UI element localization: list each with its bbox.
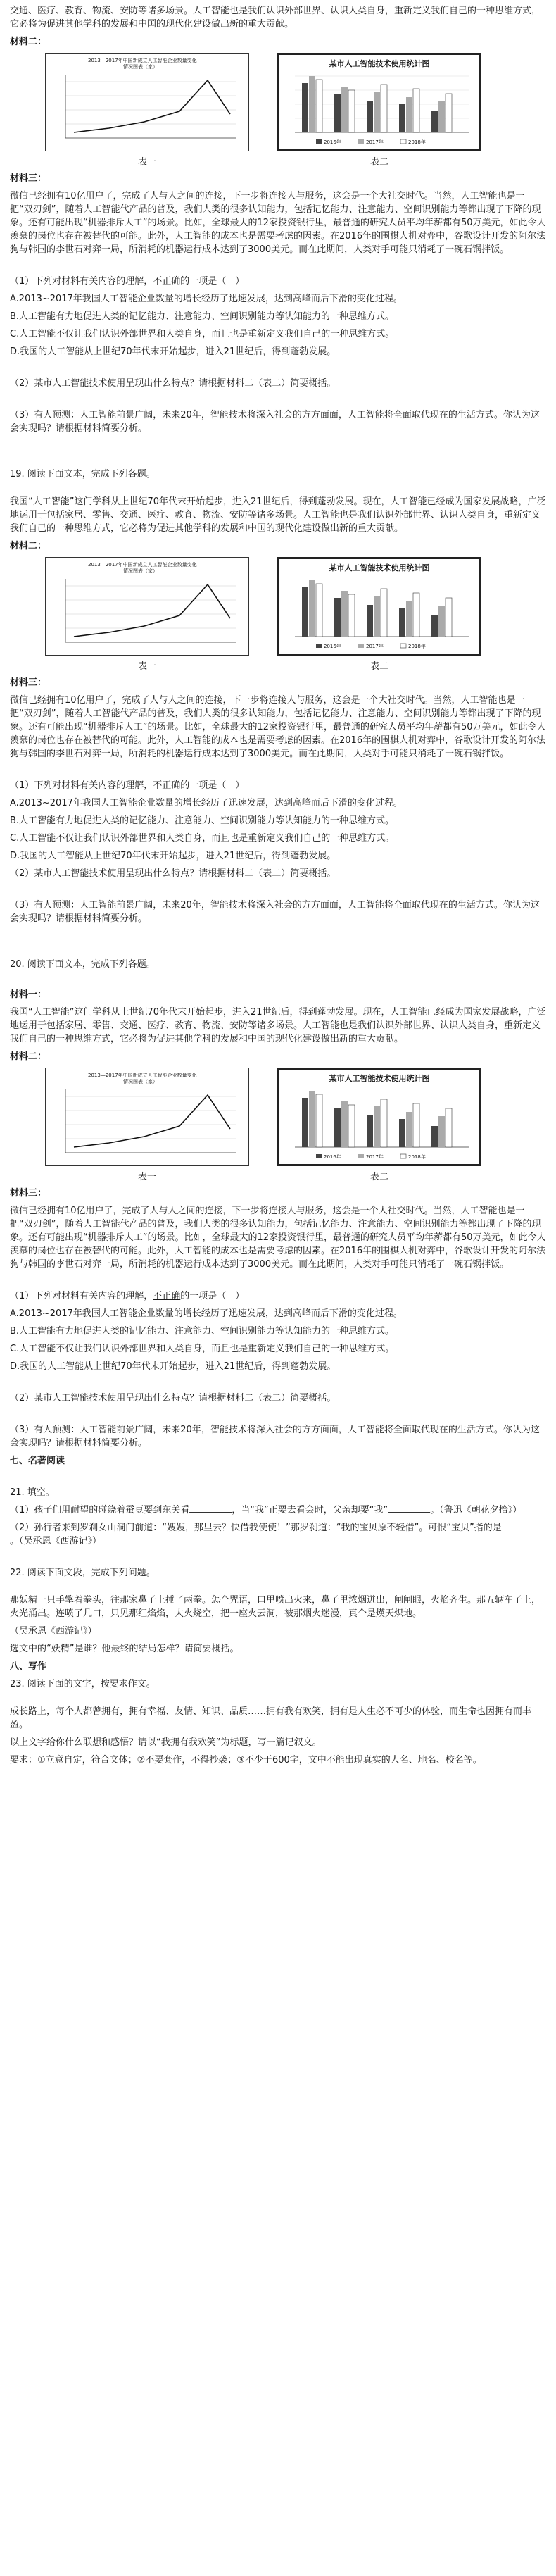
q20-fig1-caption: 表一 — [137, 1172, 156, 1182]
q20-opt-c: C.人工智能不仅让我们认识外部世界和人类自身，而且也是重新定义我们自己的一种思维方式。 — [10, 1344, 395, 1354]
q21-heading: 21. 填空。 — [10, 1487, 55, 1498]
q-top-3: （3）有人预测：人工智能前景广阔，未来20年，智能技术将深入社会的方方面面，人工智能将全面取代现在的生活方式。你认为这会实现吗？请根据材料简要分析。 — [10, 410, 540, 434]
q20-material2-label: 材料二： — [10, 1051, 47, 1062]
opt-b-top: B.人工智能有力地促进人类的记忆能力、注意能力、空间识别能力等认知能力的一种思维方式。 — [10, 311, 395, 322]
q20-sub3: （3）有人预测：人工智能前景广阔，未来20年，智能技术将深入社会的方方面面，人工智能将全面取代现在的生活方式。你认为这会实现吗？请根据材料简要分析。 — [10, 1425, 540, 1449]
q19-bar-chart — [279, 559, 479, 654]
q19-legend-2016: 2016年 — [324, 644, 341, 649]
bar-chart — [279, 55, 479, 149]
q23-heading: 23. 阅读下面的文字，按要求作文。 — [10, 1679, 156, 1689]
q20-legend-2018: 2018年 — [408, 1154, 426, 1160]
intro-tail: 交通、医疗、教育、物流、安防等诸多场景。人工智能也是我们认识外部世界、认识人类自身，重新定义我们自己的一种思维方式，它必将为促进其他学科的发展和中国的现代化建设做出新的重大贡献。 — [10, 6, 541, 30]
line-chart-frame — [45, 53, 249, 151]
trend-line — [74, 80, 230, 132]
q20-material3-label: 材料三： — [10, 1188, 47, 1199]
opt-c-top: C.人工智能不仅让我们认识外部世界和人类自身，而且也是重新定义我们自己的一种思维方式。 — [10, 329, 395, 339]
q-top-1: （1）下列对材料有关内容的理解，不正确的一项是（ ） — [10, 276, 245, 287]
q19-material3-label: 材料三： — [10, 677, 47, 688]
fig1-caption: 表一 — [137, 157, 156, 168]
q20-bar-chart-frame — [277, 1068, 481, 1166]
q20-fig2-title: 某市人工智能技术使用统计图 — [329, 1074, 430, 1083]
section8-heading: 八、写作 — [10, 1661, 47, 1672]
answer-blank[interactable] — [388, 1503, 430, 1513]
fig1-title-2: 情况图表（家） — [123, 64, 158, 70]
figure-row-top — [10, 53, 546, 169]
q20-fig2-caption: 表二 — [369, 1172, 388, 1182]
line-chart — [46, 54, 250, 152]
answer-blank[interactable] — [189, 1503, 232, 1513]
figure-table1 — [45, 53, 249, 169]
q19-line-chart-frame — [45, 557, 249, 656]
q19-trend-line — [74, 584, 230, 637]
q19-figure-table2 — [277, 557, 481, 673]
q20-line-chart — [46, 1068, 250, 1167]
q19-legend-2017: 2017年 — [366, 644, 384, 649]
q20-bar-chart — [279, 1070, 479, 1164]
q22-source: （吴承恩《西游记》） — [10, 1626, 97, 1637]
material3-label-top: 材料三： — [10, 173, 47, 184]
q20-sub1: （1）下列对材料有关内容的理解，不正确的一项是（ ） — [10, 1291, 245, 1301]
q22-ask: 选文中的“妖精”是谁？他最终的结局怎样？请简要概括。 — [10, 1644, 239, 1654]
q19-fig1-title-1: 2013—2017年中国新成立人工智能企业数量变化 — [88, 562, 197, 568]
fig2-caption: 表二 — [369, 157, 388, 168]
material2-label-top: 材料二： — [10, 37, 47, 47]
q19-fig2-title: 某市人工智能技术使用统计图 — [329, 563, 430, 573]
fig2-title: 某市人工智能技术使用统计图 — [329, 59, 430, 68]
q21-item1: （1）孩子们用耐望的碰绕着蚕豆要到东关看 ，当“我”正要去看会时，父亲却要“我” 。（鲁迅《朝花夕拾》） — [10, 1505, 522, 1515]
fig1-title-1: 2013—2017年中国新成立人工智能企业数量变化 — [88, 58, 197, 63]
figure-row-q20 — [10, 1068, 546, 1184]
q19-fig1-title-2: 情况图表（家） — [123, 568, 158, 574]
q20-line-chart-frame — [45, 1068, 249, 1166]
material3-text-top: 微信已经拥有10亿用户了，完成了人与人之间的连接，下一步将连接人与服务，这会是一个大社交时代。当然，人工智能也是一把“双刃剑”，随着人工智能代产品的普及，我们人类的很多认知能力，包括记忆能力、注意能力、空间识别能力等都出现了下降的现象。还有可能出现“机器排斥人工”的场景。比如，全球最大的12家投资银行里，最普通的研究人员平均年薪都有50万美元，如此令人羡慕的岗位也存在被替代的可能。此外，人工智能的成本也是需要考虑的因素。在2016年的围棋人机对弈中，谷歌设计开发的阿尔法狗与韩国的李世石对弈一局，所消耗的机器运行成本达到了3000美元。而在此期间，人类对手可能只消耗了一碗石锅拌饭。 — [10, 191, 546, 255]
q21-item2: （2）孙行者来到罗刹女山洞门前道：“嫂嫂，那里去？快借我使使！”那罗刹道：“我的宝贝原不轻借”。可恨“宝贝”指的是。（吴承恩《西游记》） — [10, 1521, 546, 1548]
q19-opt-c: C.人工智能不仅让我们认识外部世界和人类自身，而且也是重新定义我们自己的一种思维方式。 — [10, 833, 395, 844]
q20-legend-2017: 2017年 — [366, 1154, 384, 1160]
q19-opt-a: A.2013~2017年我国人工智能企业数量的增长经历了迅速发展，达到高峰而后下滑的变化过程。 — [10, 798, 403, 808]
q20-legend-2016: 2016年 — [324, 1154, 341, 1160]
q20-figure-table2 — [277, 1068, 481, 1184]
q22-text: 那妖精一只手擎着拳头，往那家鼻子上捶了两拳。怎个咒语，口里喷出火来，鼻子里浓烟迸出，闸闸眼，火焰齐生。那五辆车子上，火光涌出。连喷了几口，只见那红焰焰，大火烧空，把一座火云洞，被那烟火迷漫，真个是熯天炽地。 — [10, 1595, 541, 1619]
q19-material3-text: 微信已经拥有10亿用户了，完成了人与人之间的连接，下一步将连接人与服务，这会是一个大社交时代。当然，人工智能也是一把“双刃剑”，随着人工智能代产品的普及，我们人类的很多认知能力，包括记忆能力、注意能力、空间识别能力等都出现了下降的现象。还有可能出现“机器排斥人工”的场景。比如，全球最大的12家投资银行里，最普通的研究人员平均年薪都有50万美元，如此令人羡慕的岗位也存在被替代的可能。此外，人工智能的成本也是需要考虑的因素。在2016年的围棋人机对弈中，谷歌设计开发的阿尔法狗与韩国的李世石对弈一局，所消耗的机器运行成本达到了3000美元。而在此期间，人类对手可能只消耗了一碗石锅拌饭。 — [10, 695, 546, 759]
q22-heading: 22. 阅读下面文段，完成下列问题。 — [10, 1568, 156, 1578]
q-top-2: （2）某市人工智能技术使用呈现出什么特点？请根据材料二（表二）简要概括。 — [10, 378, 336, 389]
q20-opt-d: D.我国的人工智能从上世纪70年代末开始起步，进入21世纪后，得到蓬勃发展。 — [10, 1361, 336, 1372]
q20-opt-a: A.2013~2017年我国人工智能企业数量的增长经历了迅速发展，达到高峰而后下滑的变化过程。 — [10, 1308, 403, 1319]
opt-a-top: A.2013~2017年我国人工智能企业数量的增长经历了迅速发展，达到高峰而后下滑的变化过程。 — [10, 294, 403, 304]
opt-d-top: D.我国的人工智能从上世纪70年代末开始起步，进入21世纪后，得到蓬勃发展。 — [10, 346, 336, 357]
section7-heading: 七、名著阅读 — [10, 1456, 65, 1466]
q20-figure-table1 — [45, 1068, 249, 1184]
q20-fig1-title-2: 情况图表（家） — [123, 1079, 158, 1084]
q20-trend-line — [74, 1095, 230, 1147]
q19-opt-b: B.人工智能有力地促进人类的记忆能力、注意能力、空间识别能力等认知能力的一种思维方式。 — [10, 815, 395, 826]
legend — [316, 139, 426, 145]
q20-material1: 我国“人工智能”这门学科从上世纪70年代末开始起步，进入21世纪后，得到蓬勃发展。现在，人工智能已经成为国家发展战略，广泛地运用于包括家居、零售、交通、医疗、教育、物流、安防等诸多场景。人工智能也是我们认识外部世界、认识人类自身，重新定义我们自己的一种思维方式，它必将为促进其他学科的发展和中国的现代化建设做出新的重大贡献。 — [10, 1007, 546, 1044]
figure-table2 — [277, 53, 481, 169]
q19-material1: 我国“人工智能”这门学科从上世纪70年代末开始起步，进入21世纪后，得到蓬勃发展。现在，人工智能已经成为国家发展战略，广泛地运用于包括家居、零售、交通、医疗、教育、物流、安防等诸多场景。人工智能也是我们认识外部世界、认识人类自身，重新定义我们自己的一种思维方式，它必将为促进其他学科的发展和中国的现代化建设做出新的重大贡献。 — [10, 496, 546, 534]
q19-sub1: （1）下列对材料有关内容的理解，不正确的一项是（ ） — [10, 780, 245, 791]
q20-sub2: （2）某市人工智能技术使用呈现出什么特点？请根据材料二（表二）简要概括。 — [10, 1393, 336, 1403]
q19-line-chart — [46, 558, 250, 656]
q19-fig2-caption: 表二 — [369, 661, 388, 672]
grid — [65, 82, 236, 124]
q19-opt-d: D.我国的人工智能从上世纪70年代末开始起步，进入21世纪后，得到蓬勃发展。 — [10, 851, 336, 861]
q19-sub3: （3）有人预测：人工智能前景广阔，未来20年，智能技术将深入社会的方方面面，人工智能将全面取代现在的生活方式。你认为这会实现吗？请根据材料简要分析。 — [10, 900, 540, 924]
q19-material2-label: 材料二： — [10, 541, 47, 551]
q20-heading: 20. 阅读下面文本，完成下列各题。 — [10, 959, 156, 970]
legend-2017: 2017年 — [366, 139, 384, 145]
q19-fig1-caption: 表一 — [137, 661, 156, 672]
q19-legend-2018: 2018年 — [408, 644, 426, 649]
q23-task: 以上文字给你什么联想和感悟？请以“我拥有我欢笑”为标题，写一篇记叙文。 — [10, 1737, 322, 1748]
q23-text: 成长路上，每个人都曾拥有，拥有幸福、友情、知识、品质……拥有我有欢笑，拥有是人生必不可少的体验，而生命也因拥有而丰盈。 — [10, 1706, 532, 1730]
q23-requirements: 要求：①立意自定，符合文体；②不要套作，不得抄袭；③不少于600字，文中不能出现真实的人名、地名、校名等。 — [10, 1755, 482, 1765]
q19-sub2: （2）某市人工智能技术使用呈现出什么特点？请根据材料二（表二）简要概括。 — [10, 868, 336, 879]
figure-row-q19 — [10, 557, 546, 673]
q19-bar-chart-frame — [277, 557, 481, 656]
q20-fig1-title-1: 2013—2017年中国新成立人工智能企业数量变化 — [88, 1073, 197, 1078]
q20-material1-label: 材料一： — [10, 989, 47, 1000]
bar-chart-frame — [277, 53, 481, 151]
legend-2016: 2016年 — [324, 139, 341, 145]
q19-heading: 19. 阅读下面文本，完成下列各题。 — [10, 469, 156, 480]
legend-2018: 2018年 — [408, 139, 426, 145]
answer-blank[interactable] — [502, 1521, 544, 1530]
q20-opt-b: B.人工智能有力地促进人类的记忆能力、注意能力、空间识别能力等认知能力的一种思维方式。 — [10, 1326, 395, 1337]
q19-figure-table1 — [45, 557, 249, 673]
q20-material3-text: 微信已经拥有10亿用户了，完成了人与人之间的连接，下一步将连接人与服务，这会是一个大社交时代。当然，人工智能也是一把“双刃剑”，随着人工智能代产品的普及，我们人类的很多认知能力，包括记忆能力、注意能力、空间识别能力等都出现了下降的现象。还有可能出现“机器排斥人工”的场景。比如，全球最大的12家投资银行里，最普通的研究人员平均年薪都有50万美元，如此令人羡慕的岗位也存在被替代的可能。此外，人工智能的成本也是需要考虑的因素。在2016年的围棋人机对弈中，谷歌设计开发的阿尔法狗与韩国的李世石对弈一局，所消耗的机器运行成本达到了3000美元。而在此期间，人类对手可能只消耗了一碗石锅拌饭。 — [10, 1206, 546, 1270]
